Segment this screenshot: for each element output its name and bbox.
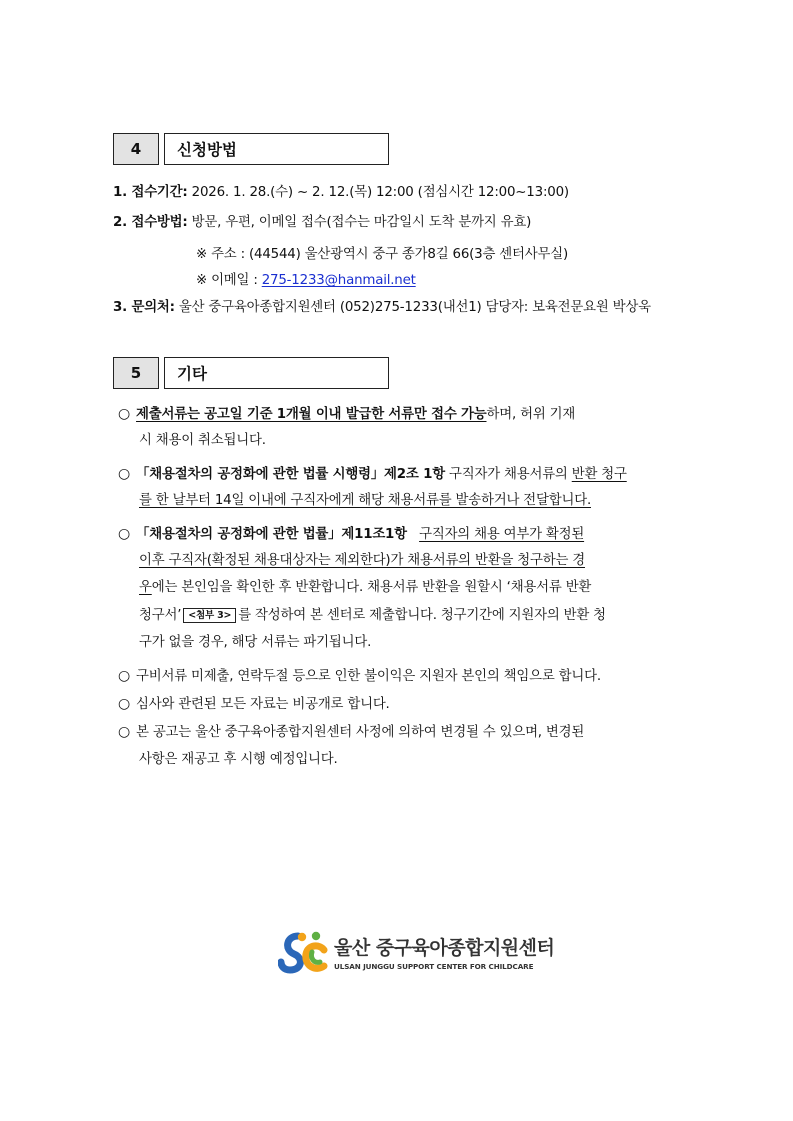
note-documents-validity: ○ 제출서류는 공고일 기준 1개월 이내 발급한 서류만 접수 가능하며, 허위 기재 xyxy=(118,406,576,422)
section-5-number: 5 xyxy=(113,357,159,389)
center-emblem-icon xyxy=(278,928,328,976)
section-5-header xyxy=(113,357,389,389)
note-return-procedure-l2: 이후 구직자(확정된 채용대상자는 제외한다)가 채용서류의 반환을 청구하는 경 xyxy=(139,553,585,568)
note-documents-validity-cont: 시 채용이 취소됩니다. xyxy=(139,433,266,448)
note-return-request: ○ 「채용절차의 공정화에 관한 법률 시행령」제2조 1항 구직자가 채용서류의 반환 청구 xyxy=(118,466,627,482)
logo-name-english: ULSAN JUNGGU SUPPORT CENTER FOR CHILDCARE xyxy=(334,962,534,971)
logo-name-korean: 울산 중구육아종합지원센터 xyxy=(334,937,555,959)
bullet-circle-icon: ○ xyxy=(118,724,131,740)
section-4-header xyxy=(113,133,389,165)
note-return-procedure-l4: 청구서’ <첨부 3> 를 작성하여 본 센터로 제출합니다. 청구기간에 지원자의 반환 청 xyxy=(139,608,606,623)
section-5-title: 기타 xyxy=(164,357,389,389)
note-announcement-change-cont: 사항은 재공고 후 시행 예정입니다. xyxy=(139,752,338,767)
email-link[interactable]: 275-1233@hanmail.net xyxy=(261,273,416,288)
section-4-number: 4 xyxy=(113,133,159,165)
application-method: 2. 접수방법: 방문, 우편, 이메일 접수(접수는 마감일시 도착 분까지 유효) xyxy=(113,215,532,230)
contact-info: 3. 문의처: 울산 중구육아종합지원센터 (052)275-1233(내선1) 담당자: 보육전문요원 박상욱 xyxy=(113,300,651,315)
note-return-procedure-l3: 우에는 본인임을 확인한 후 반환합니다. 채용서류 반환을 원할시 ‘채용서류 반환 xyxy=(139,580,592,595)
note-return-request-cont: 를 한 날부터 14일 이내에 구직자에게 해당 채용서류를 발송하거나 전달합니다. xyxy=(139,493,591,508)
address-note: ※ 주소 : (44544) 울산광역시 중구 종가8길 66(3층 센터사무실) xyxy=(196,247,568,262)
bullet-circle-icon: ○ xyxy=(118,526,131,542)
note-responsibility: ○ 구비서류 미제출, 연락두절 등으로 인한 불이익은 지원자 본인의 책임으로 합니다. xyxy=(118,668,601,684)
note-announcement-change: ○ 본 공고는 울산 중구육아종합지원센터 사정에 의하여 변경될 수 있으며, 변경된 xyxy=(118,724,585,740)
attachment-tag: <첨부 3> xyxy=(183,608,236,623)
bullet-circle-icon: ○ xyxy=(118,696,131,712)
note-return-procedure-l5: 구가 없을 경우, 해당 서류는 파기됩니다. xyxy=(139,635,372,650)
bullet-circle-icon: ○ xyxy=(118,466,131,482)
application-period: 1. 접수기간: 2026. 1. 28.(수) ~ 2. 12.(목) 12:00 (점심시간 12:00~13:00) xyxy=(113,185,569,200)
section-4-title: 신청방법 xyxy=(164,133,389,165)
bullet-circle-icon: ○ xyxy=(118,406,131,422)
center-logo xyxy=(278,928,554,976)
note-confidential: ○ 심사와 관련된 모든 자료는 비공개로 합니다. xyxy=(118,696,390,712)
email-note: ※ 이메일 : 275-1233@hanmail.net xyxy=(196,273,416,288)
note-return-procedure: ○ 「채용절차의 공정화에 관한 법률」제11조1항 구직자의 채용 여부가 확정된 xyxy=(118,526,585,542)
bullet-circle-icon: ○ xyxy=(118,668,131,684)
